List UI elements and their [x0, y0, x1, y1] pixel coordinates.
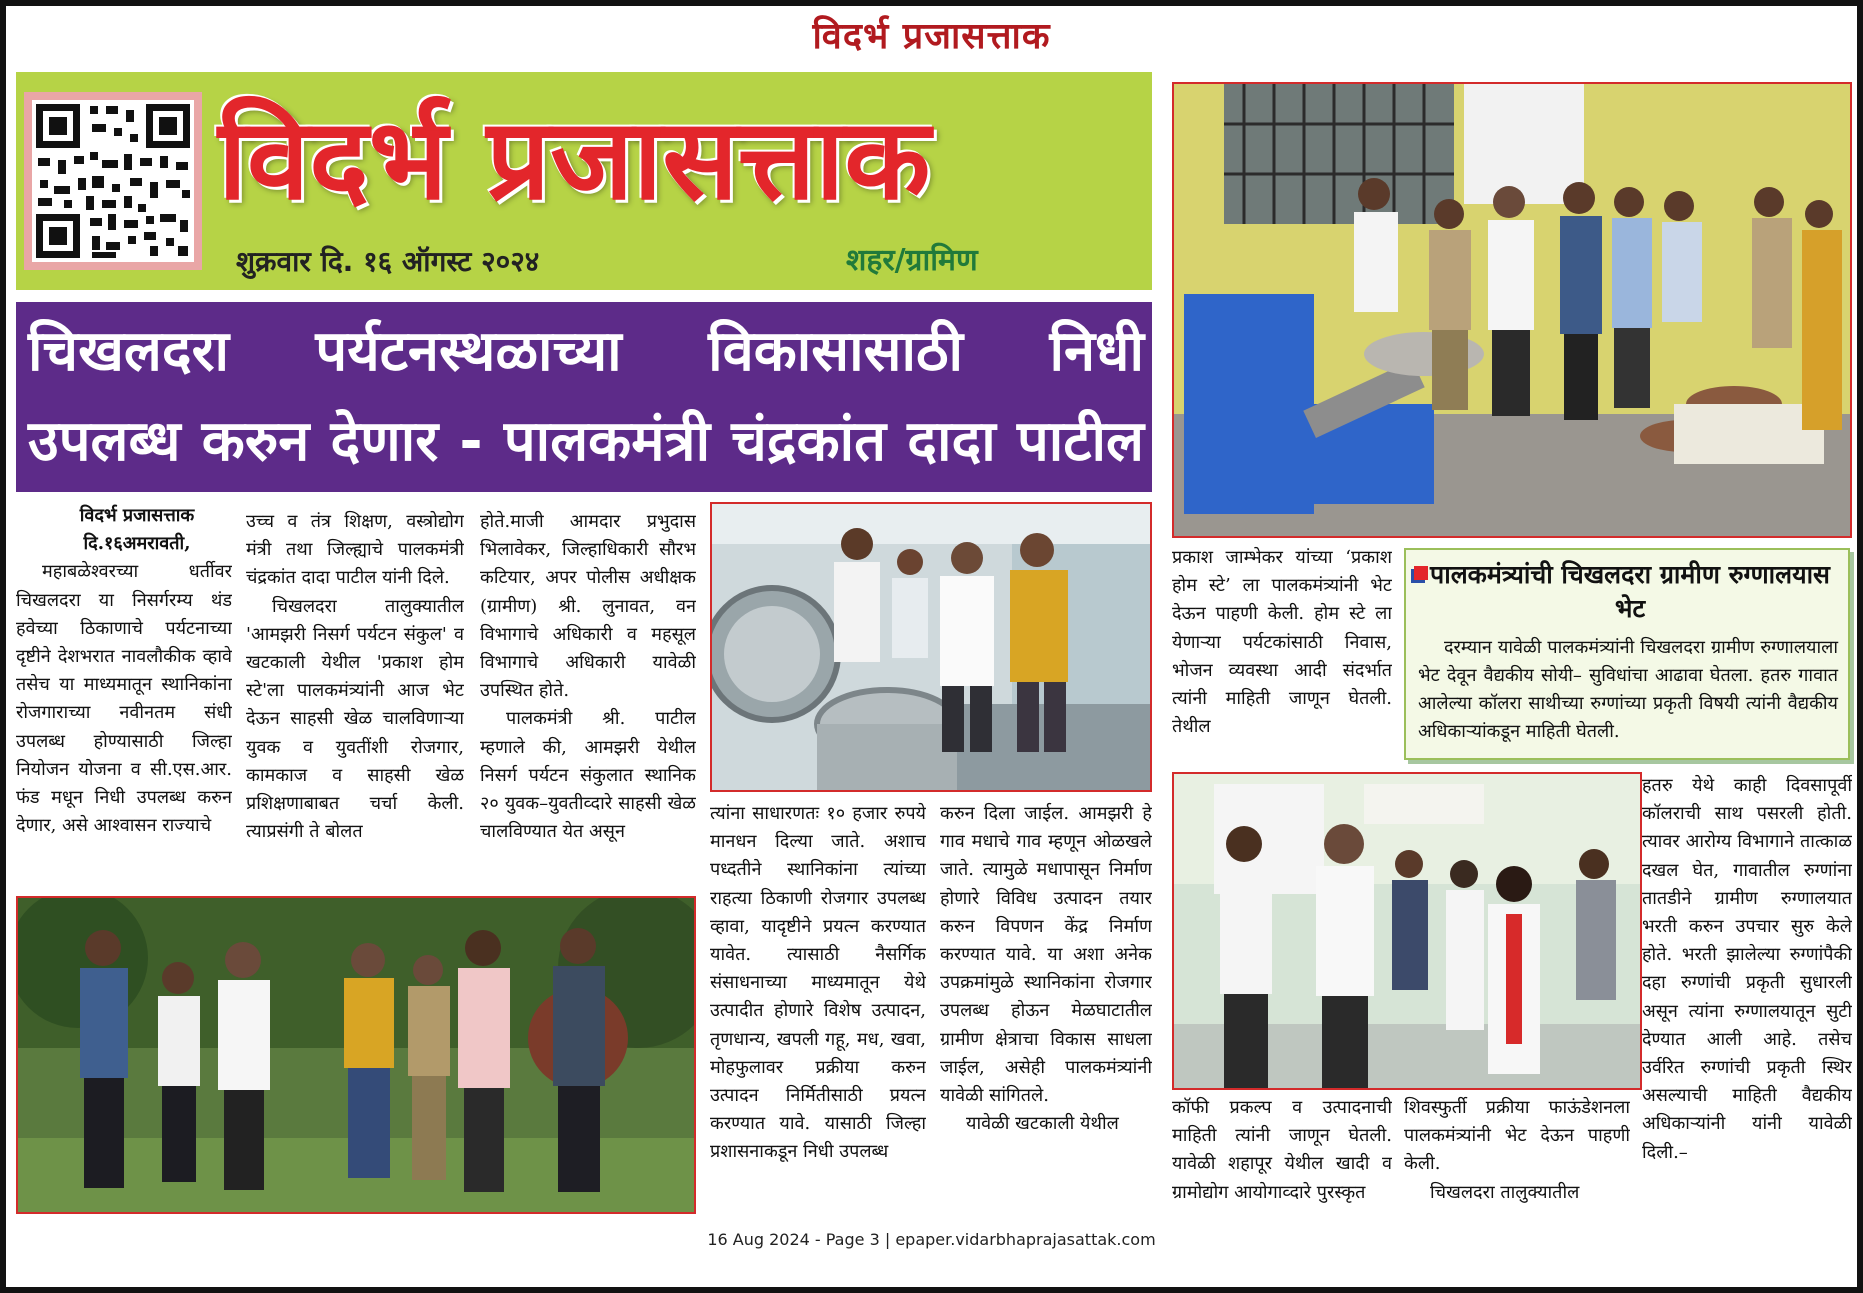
photo-hospital-visit — [1172, 772, 1642, 1090]
sidebar-news-box — [1404, 548, 1850, 760]
article-paragraph: पालकमंत्री श्री. पाटील म्हणाले की, आमझरी येथील निसर्ग पर्यटन संकुलात स्थानिक २० युवक–युवतीव्दारे साहसी खेळ चालविण्यात येत असून — [480, 708, 696, 843]
article-paragraph: चिखलदरा तालुक्यातील — [1430, 1181, 1580, 1203]
article-paragraph: यावेळी खटकाली येथील — [966, 1113, 1119, 1135]
article-paragraph: उच्च व तंत्र शिक्षण, वस्त्रोद्योग मंत्री तथा जिल्ह्याचे पालकमंत्री चंद्रकांत दादा पाटील यांनी दिले. — [246, 511, 464, 589]
masthead-name: विदर्भ प्रजासत्ताक — [218, 95, 931, 225]
qr-code-icon — [24, 92, 202, 270]
article-paragraph: त्यांना साधारणतः १० हजार रुपये मानधन दिल्या जाते. अशाच पध्दतीने स्थानिकांना त्यांच्या राहत्या ठिकाणी रोजगार उपलब्ध व्हावा, यादृष्टीने प्रयत्न करण्यात यावेत. त्यासाठी नैसर्गिक संसाधनाच्या माध्यमातून येथे उत्पादीत होणारे विशेष उत्पादन, तृणधान्य, खपली गहू, मध, खवा, मोहफुलावर प्रक्रीया करुन उत्पादन निर्मितीसाठी प्रयत्न करण्यात यावे. यासाठी जिल्हा प्रशासनाकडून निधी उपलब्ध — [710, 803, 926, 1163]
photo-workshop-visit — [1172, 82, 1852, 538]
article-column-8 — [1404, 1094, 1630, 1214]
byline-paper: विदर्भ प्रजासत्ताक — [79, 505, 195, 526]
photo-kitchen-inspection — [710, 502, 1152, 792]
article-paragraph: शिवस्फुर्ती प्रक्रीया फाऊंडेशनला पालकमंत्र्यांनी भेट देऊन पाहणी केली. — [1404, 1097, 1630, 1175]
headline-line-2: उपलब्ध करुन देणार - पालकमंत्री चंद्रकांत दादा पाटील — [28, 409, 1144, 474]
article-paragraph: होते.माजी आमदार प्रभुदास भिलावेकर, जिल्हाधिकारी सौरभ कटियार, अपर पोलीस अधीक्षक (ग्रामीण) श्री. लुनावत, वन विभागाचे अधिकारी व महसूल विभागाचे अधिकारी यावेळी उपस्थित होते. — [480, 511, 696, 702]
article-paragraph: चिखलदरा तालुक्यातील 'आमझरी निसर्ग पर्यटन संकुल' व खटकाली येथील 'प्रकाश होम स्टे'ला पालकमंत्र्यांनी आज भेट देऊन साहसी खेळ चालविणाऱ्या युवक व युवतींशी रोजगार, कामकाज व साहसी खेळ प्रशिक्षणाबाबत चर्चा केली. त्याप्रसंगी ते बोलत — [246, 595, 464, 843]
photo-outdoor-group — [16, 896, 696, 1214]
byline-date-place: दि.१६अमरावती, — [83, 533, 191, 555]
page-footer: 16 Aug 2024 - Page 3 | epaper.vidarbhaprajasattak.com — [707, 1230, 1156, 1249]
article-paragraph: हतरु येथे काही दिवसापूर्वी कॉलराची साथ पसरली होती. त्यावर आरोग्य विभागाने तात्काळ दखल घेत, गावातील रुग्णांना तातडीने ग्रामीण रुग्णालयात भरती करुन उपचार सुरु केले होते. भरती झालेल्या रुग्णांपैकी दहा रुग्णांची प्रकृती सुधारली असून त्यांना रुग्णालयातून सुटी देण्यात आली आहे. तसेच उर्वरित रुग्णांची प्रकृती स्थिर असल्याची माहिती वैद्यकीय अधिकाऱ्यांनी यांनी यावेळी दिली.– — [1642, 775, 1852, 1163]
article-paragraph: कॉफी प्रकल्प व उत्पादनाची माहिती त्यांनी जाणून घेतली. यावेळी शहापूर येथील खादी व ग्रामोद्योग आयोगाव्दारे पुरस्कृत — [1172, 1097, 1392, 1203]
newspaper-page — [6, 6, 1857, 1287]
article-column-5 — [940, 800, 1152, 1220]
box-body — [1418, 634, 1838, 746]
masthead-date: शुक्रवार दि. १६ ऑगस्ट २०२४ — [236, 245, 540, 278]
article-column-4 — [710, 800, 926, 1220]
article-paragraph: करुन दिला जाईल. आमझरी हे गाव मधाचे गाव म्हणून ओळखले जाते. त्यामुळे मधापासून निर्माण होणारे विविध उत्पादन तयार करुन विपणन केंद्र निर्माण करण्यात यावे. या अशा अनेक उपक्रमांमुळे स्थानिकांना रोजगार उपलब्ध होऊन मेळघाटातील ग्रामीण क्षेत्राचा विकास साधला जाईल, असेही पालकमंत्र्यांनी यावेळी सांगितले. — [940, 803, 1152, 1107]
article-column-2 — [246, 508, 464, 886]
box-paragraph: दरम्यान यावेळी पालकमंत्र्यांनी चिखलदरा ग्रामीण रुग्णालयाला भेट देवून वैद्यकीय सोयी– सुविधांचा आढावा घेतला. हतरु गावात आलेल्या कॉलरा साथीच्या रुग्णांच्या प्रकृती विषयी त्यांनी वैद्यकीय अधिकाऱ्यांकडून माहिती घेतली. — [1418, 637, 1838, 742]
headline-banner — [16, 302, 1152, 492]
box-headline: पालकमंत्र्यांची चिखलदरा ग्रामीण रुग्णालयास भेट — [1430, 560, 1830, 623]
headline-line-1: चिखलदरा पर्यटनस्थळाच्या विकासासाठी निधी — [28, 319, 1144, 384]
article-paragraph: महाबळेश्वरच्या धर्तीवर चिखलदरा या निसर्गरम्य थंड हवेच्या ठिकाणाचे पर्यटनाच्या दृष्टीने देशभरात नावलौकीक व्हावे तसेच या माध्यमातून स्थानिकांना रोजगाराच्या नवीनतम संधी उपलब्ध होण्यासाठी जिल्हा नियोजन योजना व सी.एस.आर. फंड मधून निधी उपलब्ध करुन देणार, असे आश्वासन राज्याचे — [16, 561, 232, 837]
article-column-3 — [480, 508, 696, 886]
article-column-6 — [1172, 544, 1392, 756]
top-title: विदर्भ प्रजासत्ताक — [812, 16, 1051, 57]
article-column-7 — [1172, 1094, 1392, 1214]
article-column-9 — [1642, 772, 1852, 1214]
masthead-section: शहर/ग्रामिण — [846, 243, 978, 278]
qr-code-pattern — [32, 100, 194, 262]
article-paragraph: प्रकाश जाम्भेकर यांच्या ‘प्रकाश होम स्टे’ ला पालकमंत्र्यांनी भेट देऊन पाहणी केली. होम स्टे ला येणाऱ्या पर्यटकांसाठी निवास, भोजन व्यवस्था आदी संदर्भात त्यांनी माहिती जाणून घेतली. तेथील — [1172, 547, 1392, 738]
article-column-1 — [16, 502, 232, 886]
